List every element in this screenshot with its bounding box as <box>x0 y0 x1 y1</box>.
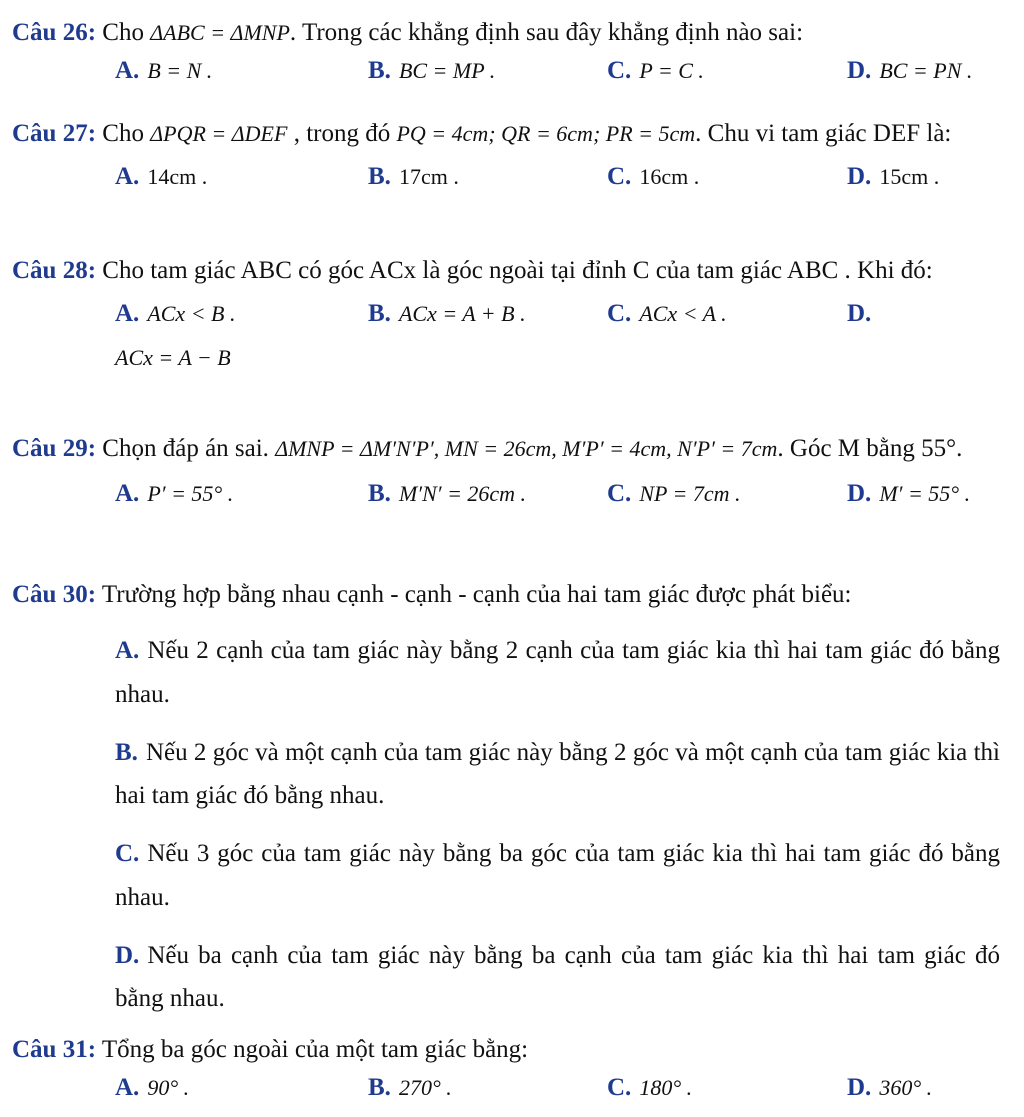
option-b: B. 17cm . <box>368 163 459 191</box>
question-stem: Câu 26: Cho ΔABC = ΔMNP. Trong các khẳng định sau đây khẳng định nào sai: <box>12 19 804 46</box>
option-d: D. <box>847 300 872 328</box>
option-d: D. M′ = 55° . <box>847 479 971 507</box>
question-stem: Câu 31: Tổng ba góc ngoài của một tam giác bằng: <box>12 1036 529 1063</box>
option-a: A. ACx < B . <box>115 300 236 328</box>
question-number: Câu 30: <box>12 581 97 608</box>
option-d: D. BC = PN . <box>847 57 973 84</box>
question-stem: Câu 28: Cho tam giác ABC có góc ACx là góc ngoài tại đỉnh C của tam giác ABC . Khi đó: <box>12 257 933 284</box>
option-c: C. P = C . <box>607 57 704 84</box>
question-28 <box>12 250 1000 373</box>
question-number: Câu 29: <box>12 435 97 462</box>
question-stem: Câu 30: Trường hợp bằng nhau cạnh - cạnh - cạnh của hai tam giác được phát biểu: <box>12 581 852 608</box>
option-b: B. ACx = A + B . <box>368 300 526 328</box>
options-row <box>12 56 1000 100</box>
option-a: A. 90° . <box>115 1074 190 1101</box>
question-27 <box>12 113 1000 206</box>
question-26 <box>12 18 1000 100</box>
option-a: A. P′ = 55° . <box>115 479 234 507</box>
options-row <box>12 1073 1000 1117</box>
option-d: D. 360° . <box>847 1074 933 1101</box>
question-30 <box>12 575 1000 1021</box>
math-expression: ΔABC = ΔMNP <box>150 20 290 45</box>
options-row <box>12 479 1000 523</box>
option-c: C. NP = 7cm . <box>607 479 741 507</box>
option-c: C. 180° . <box>607 1074 693 1101</box>
option-b: B. 270° . <box>368 1074 452 1101</box>
option-a: A. Nếu 2 cạnh của tam giác này bằng 2 cạnh của tam giác kia thì hai tam giác đó bằng nhau. <box>115 637 1000 708</box>
option-b: B. Nếu 2 góc và một cạnh của tam giác này bằng 2 góc và một cạnh của tam giác kia thì hai tam giác đó bằng nhau. <box>115 738 1000 810</box>
question-31 <box>12 1035 1000 1117</box>
question-number: Câu 27: <box>12 120 97 147</box>
option-b: B. M′N′ = 26cm . <box>368 479 527 507</box>
option-c: C. 16cm . <box>607 163 700 191</box>
option-c: C. Nếu 3 góc của tam giác này bằng ba góc của tam giác kia thì hai tam giác đó bằng nhau. <box>115 840 1000 911</box>
option-a: A. 14cm . <box>115 163 208 191</box>
option-d-continued: ACx = A − B <box>115 345 231 371</box>
question-stem: Câu 29: Chọn đáp án sai. ΔMNP = ΔM′N′P′, MN = 26cm, M′P′ = 4cm, N′P′ = 7cm. Góc M bằng 55°. <box>12 435 963 462</box>
options-row <box>12 162 1000 206</box>
option-b: B. BC = MP . <box>368 57 496 84</box>
option-d: D. Nếu ba cạnh của tam giác này bằng ba cạnh của tam giác kia thì hai tam giác đó bằng nhau. <box>115 941 1000 1013</box>
option-d: D. 15cm . <box>847 163 940 191</box>
option-c: C. ACx < A . <box>607 300 727 328</box>
question-29 <box>12 428 1000 523</box>
question-stem: Câu 27: Cho ΔPQR = ΔDEF , trong đó PQ = 4cm; QR = 6cm; PR = 5cm. Chu vi tam giác DEF là: <box>12 120 952 147</box>
question-number: Câu 26: <box>12 19 97 46</box>
options-row <box>12 299 1000 343</box>
question-number: Câu 28: <box>12 257 97 284</box>
question-number: Câu 31: <box>12 1036 97 1063</box>
option-a: A. B = N . <box>115 57 213 84</box>
